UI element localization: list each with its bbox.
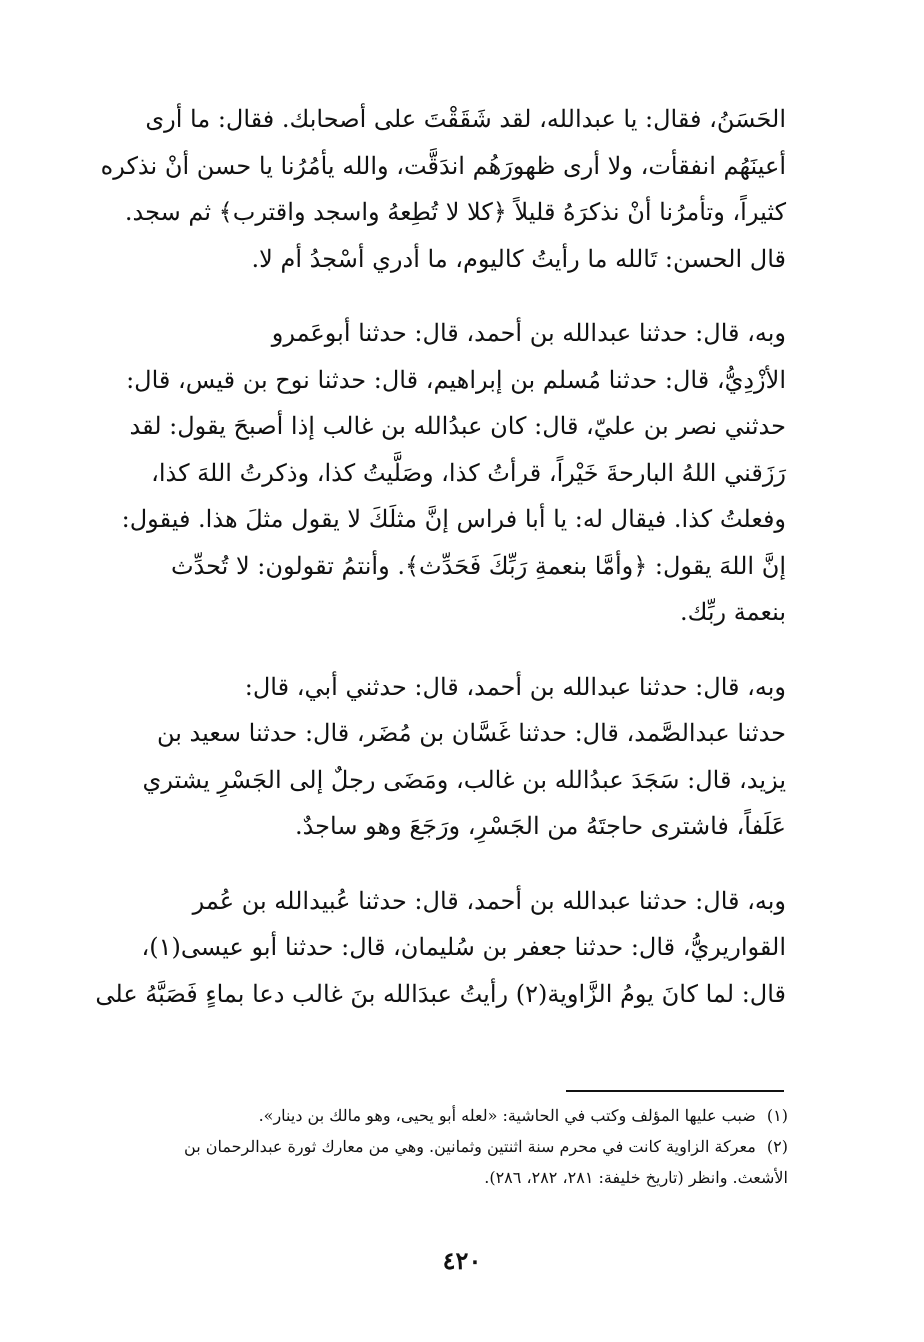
paragraph-4 <box>90 878 786 1018</box>
main-text <box>90 96 786 1045</box>
page-number: ٤٢٠ <box>442 1246 482 1275</box>
text-line: وبه، قال: حدثنا عبدالله بن أحمد، قال: حدثني أبي، قال: <box>244 672 786 701</box>
footnote-1 <box>128 1100 788 1131</box>
text-line: إنَّ اللهَ يقول: ﴿وأمَّا بنعمةِ رَبِّكَ فَحَدِّث﴾. وأنتمُ تقولون: لا تُحدِّث <box>170 551 786 580</box>
footnotes <box>128 1100 788 1193</box>
footnote-divider <box>566 1090 784 1092</box>
text-line: قال الحسن: تَالله ما رأيتُ كاليوم، ما أدري أسْجدُ أم لا. <box>251 244 786 273</box>
text-line: يزيد، قال: سَجَدَ عبدُالله بن غالب، ومَضَى رجلٌ إلى الجَسْرِ يشتري <box>142 765 786 794</box>
footnote-2 <box>128 1131 788 1193</box>
text-line: أعينَهُم انفقأت، ولا أرى ظهورَهُم اندَقَّت، والله يأمُرُنا يا حسن أنْ نذكره <box>100 151 786 180</box>
text-line: الأزْدِيُّ، قال: حدثنا مُسلم بن إبراهيم، قال: حدثنا نوح بن قيس، قال: <box>126 365 786 394</box>
text-line: حدثني نصر بن عليّ، قال: كان عبدُالله بن غالب إذا أصبحَ يقول: لقد <box>129 412 786 440</box>
text-line: وفعلتُ كذا. فيقال له: يا أبا فراس إنَّ مثلَكَ لا يقول مثلَ هذا. فيقول: <box>121 505 786 533</box>
text-line: عَلَفاً، فاشترى حاجتَهُ من الجَسْرِ، ورَجَعَ وهو ساجدٌ. <box>294 812 786 840</box>
text-line: رَزَقني اللهُ البارحةَ خَيْراً، قرأتُ كذا، وصَلَّيتُ كذا، وذكرتُ اللهَ كذا، <box>151 458 786 487</box>
text-line: قال: لما كانَ يومُ الزَّاوية(٢) رأيتُ عبدَالله بنَ غالب دعا بماءٍ فَصَبَّهُ على <box>95 979 786 1008</box>
text-line: الحَسَنُ، فقال: يا عبدالله، لقد شَقَقْتَ على أصحابك. فقال: ما أرى <box>145 105 786 133</box>
footnote-text: معركة الزاوية كانت في محرم سنة اثنتين وثمانين. وهي من معارك ثورة عبدالرحمان بن الأشعث. وانظر (تاريخ خليفة: ٢٨١، ٢٨٢، ٢٨٦). <box>184 1137 788 1187</box>
text-line: وبه، قال: حدثنا عبدالله بن أحمد، قال: حدثنا عُبيدالله بن عُمر <box>192 886 786 915</box>
text-line: حدثنا عبدالصَّمد، قال: حدثنا غَسَّان بن مُضَر، قال: حدثنا سعيد بن <box>156 719 786 747</box>
text-line: القواريريُّ، قال: حدثنا جعفر بن سُليمان، قال: حدثنا أبو عيسى(١)، <box>141 933 786 961</box>
footnote-text: ضبب عليها المؤلف وكتب في الحاشية: «لعله أبو يحيى، وهو مالك بن دينار». <box>258 1106 756 1125</box>
paragraph-1 <box>90 96 786 282</box>
text-line: وبه، قال: حدثنا عبدالله بن أحمد، قال: حدثنا أبوعَمرو <box>271 319 786 347</box>
paragraph-3 <box>90 664 786 850</box>
footnote-number: (١) <box>766 1106 788 1125</box>
text-line: كثيراً، وتأمرُنا أنْ نذكرَهُ قليلاً ﴿كلا لا تُطِعهُ واسجد واقترب﴾ ثم سجد. <box>124 198 786 226</box>
text-line: بنعمة ربِّك. <box>680 598 786 626</box>
paragraph-2 <box>90 310 786 636</box>
footnote-number: (٢) <box>766 1137 788 1156</box>
